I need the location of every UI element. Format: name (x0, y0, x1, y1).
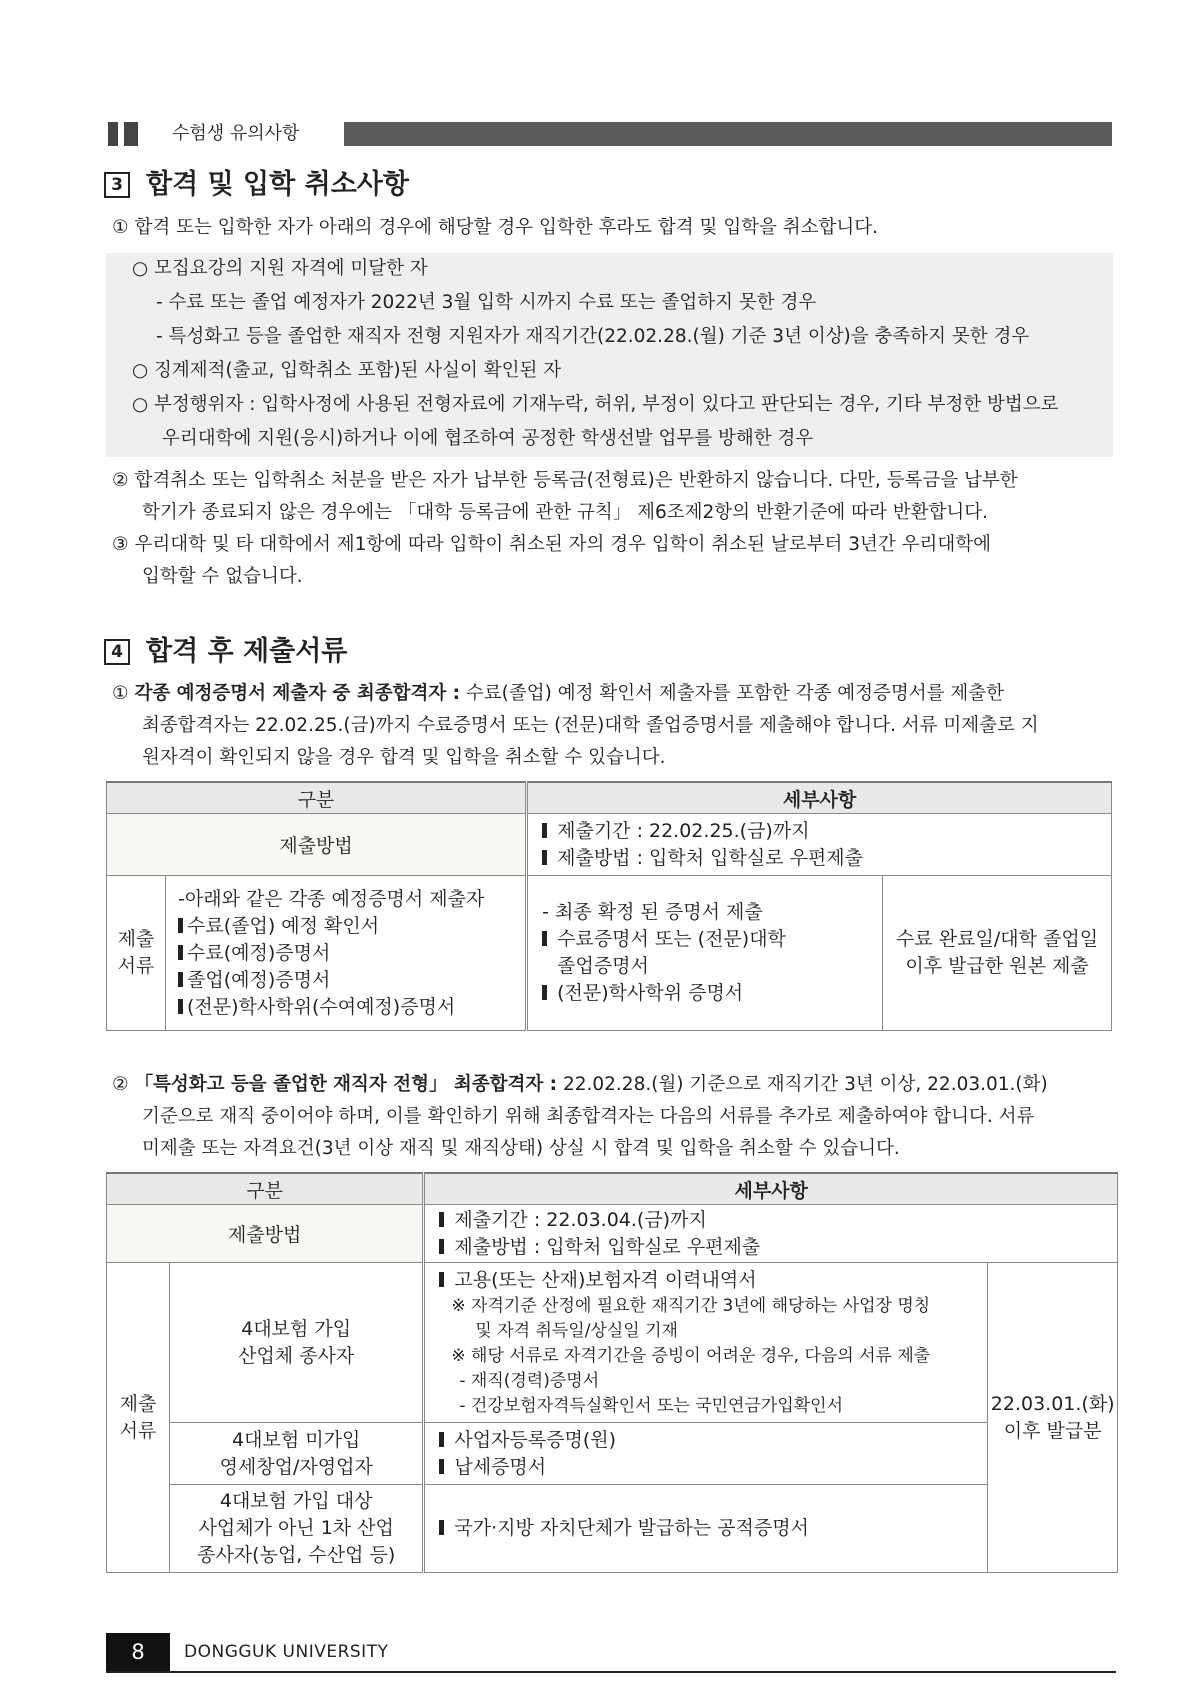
section3-item3-cont: 입학할 수 없습니다. (142, 566, 303, 587)
section4-title: 4 합격 후 제출서류 (104, 635, 347, 669)
section4-item1-cont: 원자격이 확인되지 않을 경우 합격 및 입학을 취소할 수 있습니다. (142, 747, 666, 768)
section3-number: 3 (104, 172, 130, 198)
footer-rule (106, 1671, 1116, 1673)
section4-item2-cont: 기준으로 재직 중이어야 하며, 이를 확인하기 위해 최종합격자는 다음의 서류를 추가로 제출하여야 합니다. 서류 (142, 1106, 1035, 1127)
circled-3-icon: ③ (112, 534, 129, 555)
bullet-icon (439, 1272, 444, 1287)
table2-cat-primary-industry: 4대보험 가입 대상 사업체가 아닌 1차 산업 종사자(농업, 수산업 등) (170, 1485, 424, 1573)
circled-1-icon: ① (112, 217, 129, 238)
table2-docs-uninsured: 사업자등록증명(원) 납세증명서 (424, 1423, 988, 1485)
circled-2-icon: ② (112, 470, 129, 491)
box-line: - 수료 또는 졸업 예정자가 2022년 3월 입학 시까지 수료 또는 졸업하지 못한 경우 (156, 292, 817, 313)
table2-issue-date: 22.03.01.(화) 이후 발급분 (988, 1263, 1118, 1573)
table2-head-detail: 세부사항 (424, 1173, 1118, 1205)
section3-item2: ② 합격취소 또는 입학취소 처분을 받은 자가 납부한 등록금(전형료)은 반환하지 않습니다. 다만, 등록금을 납부한 (112, 470, 1018, 491)
footer-university: DONGGUK UNIVERSITY (184, 1642, 389, 1662)
box-line: ○ 모집요강의 지원 자격에 미달한 자 (132, 258, 428, 279)
section3-title: 3 합격 및 입학 취소사항 (104, 168, 409, 202)
section4-item2-cont: 미제출 또는 자격요건(3년 이상 재직 및 재직상태) 상실 시 합격 및 입학을 취소할 수 있습니다. (142, 1138, 900, 1159)
section3-item1: ① 합격 또는 입학한 자가 아래의 경우에 해당할 경우 입학한 후라도 합격 및 입학을 취소합니다. (112, 217, 879, 238)
table2-docs-insured: 고용(또는 산재)보험자격 이력내역서 ※ 자격기준 산정에 필요한 재직기간 3년에 해당하는 사업장 명칭 및 자격 취득일/상실일 기재 ※ 해당 서류로 자격기간을 증빙이 어려운 경우, 다음의 서류 제출 - 재직(경력)증명서 - 건강보험자격득실확인서 또는 국민연금가입확인서 (424, 1263, 988, 1423)
section3-item3: ③ 우리대학 및 타 대학에서 제1항에 따라 입학이 취소된 자의 경우 입학이 취소된 날로부터 3년간 우리대학에 (112, 534, 991, 555)
section4-number: 4 (104, 639, 130, 665)
table2-cat-insured: 4대보험 가입 산업체 종사자 (170, 1263, 424, 1423)
table1-head-detail: 세부사항 (527, 782, 1112, 814)
table1-method-detail: 제출기간 : 22.02.25.(금)까지 제출방법 : 입학처 입학실로 우편제출 (527, 814, 1112, 876)
section4-item1: ① 각종 예정증명서 제출자 중 최종합격자 : 수료(졸업) 예정 확인서 제출자를 포함한 각종 예정증명서를 제출한 (112, 683, 1005, 704)
section3-item2-cont: 학기가 종료되지 않은 경우에는 「대학 등록금에 관한 규칙」 제6조제2항의 반환기준에 따라 반환합니다. (142, 502, 988, 523)
header-bar-mark (124, 122, 138, 146)
submission-table-2 (106, 1172, 1118, 1573)
bullet-icon (542, 985, 547, 1000)
table2-method-label: 제출방법 (107, 1205, 424, 1263)
bullet-icon (439, 1459, 444, 1474)
page-number: 8 (106, 1633, 170, 1671)
bullet-icon (542, 931, 547, 946)
bullet-icon (178, 972, 183, 987)
table1-docs-label: 제출 서류 (107, 876, 166, 1031)
bullet-icon (439, 1520, 444, 1535)
table1-docs: - 최종 확정 된 증명서 제출 수료증명서 또는 (전문)대학 졸업증명서 (전문)학사학위 증명서 (527, 876, 883, 1031)
circled-1-icon: ① (112, 683, 129, 704)
bullet-icon (439, 1432, 444, 1447)
header-label: 수험생 유의사항 (172, 123, 300, 144)
table2-head-category: 구분 (107, 1173, 424, 1205)
box-line: ○ 부정행위자 : 입학사정에 사용된 전형자료에 기재누락, 허위, 부정이 있다고 판단되는 경우, 기타 부정한 방법으로 (132, 394, 1059, 415)
table1-note: 수료 완료일/대학 졸업일 이후 발급한 원본 제출 (883, 876, 1112, 1031)
section4-item1-cont: 최종합격자는 22.02.25.(금)까지 수료증명서 또는 (전문)대학 졸업증명서를 제출해야 합니다. 서류 미제출로 지 (142, 715, 1039, 736)
table2-cat-uninsured: 4대보험 미가입 영세창업/자영업자 (170, 1423, 424, 1485)
bullet-icon (178, 945, 183, 960)
bullet-icon (178, 918, 183, 933)
bullet-icon (178, 999, 183, 1014)
bullet-icon (542, 823, 547, 838)
bullet-icon (439, 1239, 444, 1254)
table1-head-category: 구분 (107, 782, 527, 814)
circled-2-icon: ② (112, 1074, 129, 1095)
header-fill-bar (344, 122, 1112, 146)
box-line: ○ 징계제적(출교, 입학취소 포함)된 사실이 확인된 자 (132, 360, 562, 381)
header-bar-mark (108, 122, 118, 146)
table2-docs-label: 제출 서류 (107, 1263, 170, 1573)
bullet-icon (439, 1212, 444, 1227)
table1-method-label: 제출방법 (107, 814, 527, 876)
box-line: 우리대학에 지원(응시)하거나 이에 협조하여 공정한 학생선발 업무를 방해한 경우 (162, 428, 814, 449)
table1-who: -아래와 같은 각종 예정증명서 제출자 수료(졸업) 예정 확인서 수료(예정)증명서 졸업(예정)증명서 (전문)학사학위(수여예정)증명서 (166, 876, 527, 1031)
bullet-icon (542, 850, 547, 865)
table2-docs-primary-industry: 국가·지방 자치단체가 발급하는 공적증명서 (424, 1485, 988, 1573)
box-line: - 특성화고 등을 졸업한 재직자 전형 지원자가 재직기간(22.02.28.(월) 기준 3년 이상)을 충족하지 못한 경우 (156, 326, 1030, 347)
submission-table-1 (106, 781, 1112, 1031)
table2-method-detail: 제출기간 : 22.03.04.(금)까지 제출방법 : 입학처 입학실로 우편제출 (424, 1205, 1118, 1263)
section4-item2: ② 「특성화고 등을 졸업한 재직자 전형」 최종합격자 : 22.02.28.(월) 기준으로 재직기간 3년 이상, 22.03.01.(화) (112, 1074, 1048, 1095)
